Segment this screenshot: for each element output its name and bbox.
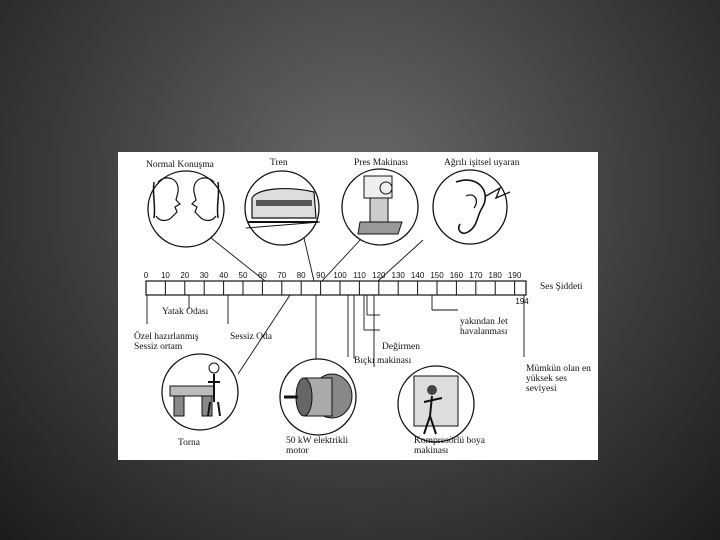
label-bedroom: Yatak Odası [162,307,209,317]
tick-label: 180 [488,271,502,280]
lathe-icon [162,354,238,430]
train-icon [245,171,320,245]
tick-label: 10 [160,271,170,280]
label-quiet-room: Sessiz Oda [230,332,272,342]
tick-label: 40 [219,271,229,280]
tick-label: 50 [238,271,248,280]
spray-painter-icon [398,366,474,442]
scale-bar [146,281,526,295]
label-pain: Ağrılı işitsel uyaran [444,158,520,168]
label-motor: 50 kW elektrikli motor [286,436,349,456]
label-mill: Değirmen [382,342,420,352]
electric-motor-icon [280,359,356,435]
diagram-graphics [118,152,598,460]
tick-label: 170 [469,271,483,280]
label-train: Tren [270,158,288,168]
scale-title: Ses Şiddeti [540,282,583,292]
tick-label: 110 [353,271,366,280]
label-max-level: Mümkün olan en yüksek ses seviyesi [526,364,591,394]
tick-label: 20 [180,271,190,280]
tick-label: 190 [507,271,522,280]
tick-label: 100 [333,271,347,280]
tick-label: 130 [391,271,405,280]
press-machine-icon [342,169,418,245]
tick-label: 90 [316,271,326,280]
tick-label: 160 [449,271,464,280]
ear-icon [433,170,510,244]
tick-label: 70 [277,271,287,280]
end-tick-label: 194 [515,297,529,306]
tick-label: 150 [430,271,444,280]
label-saw: Bıçkı makinası [354,356,412,366]
tick-label: 30 [199,271,209,280]
faces-icon [148,171,224,247]
label-normal-speech: Normal Konuşma [146,160,214,170]
label-compressor: Kompresörlü boya makinası [414,436,485,456]
tick-label: 60 [257,271,267,280]
label-press: Pres Makinası [354,158,409,168]
tick-label: 0 [143,271,149,280]
label-lathe: Torna [178,438,201,448]
label-special-quiet: Özel hazırlanmış Sessiz ortam [134,332,199,352]
label-jet: yakından Jet havalanması [460,317,508,337]
tick-label: 80 [296,271,306,280]
noise-level-diagram [118,152,598,460]
tick-label: 120 [372,271,386,280]
tick-label: 140 [410,271,425,280]
